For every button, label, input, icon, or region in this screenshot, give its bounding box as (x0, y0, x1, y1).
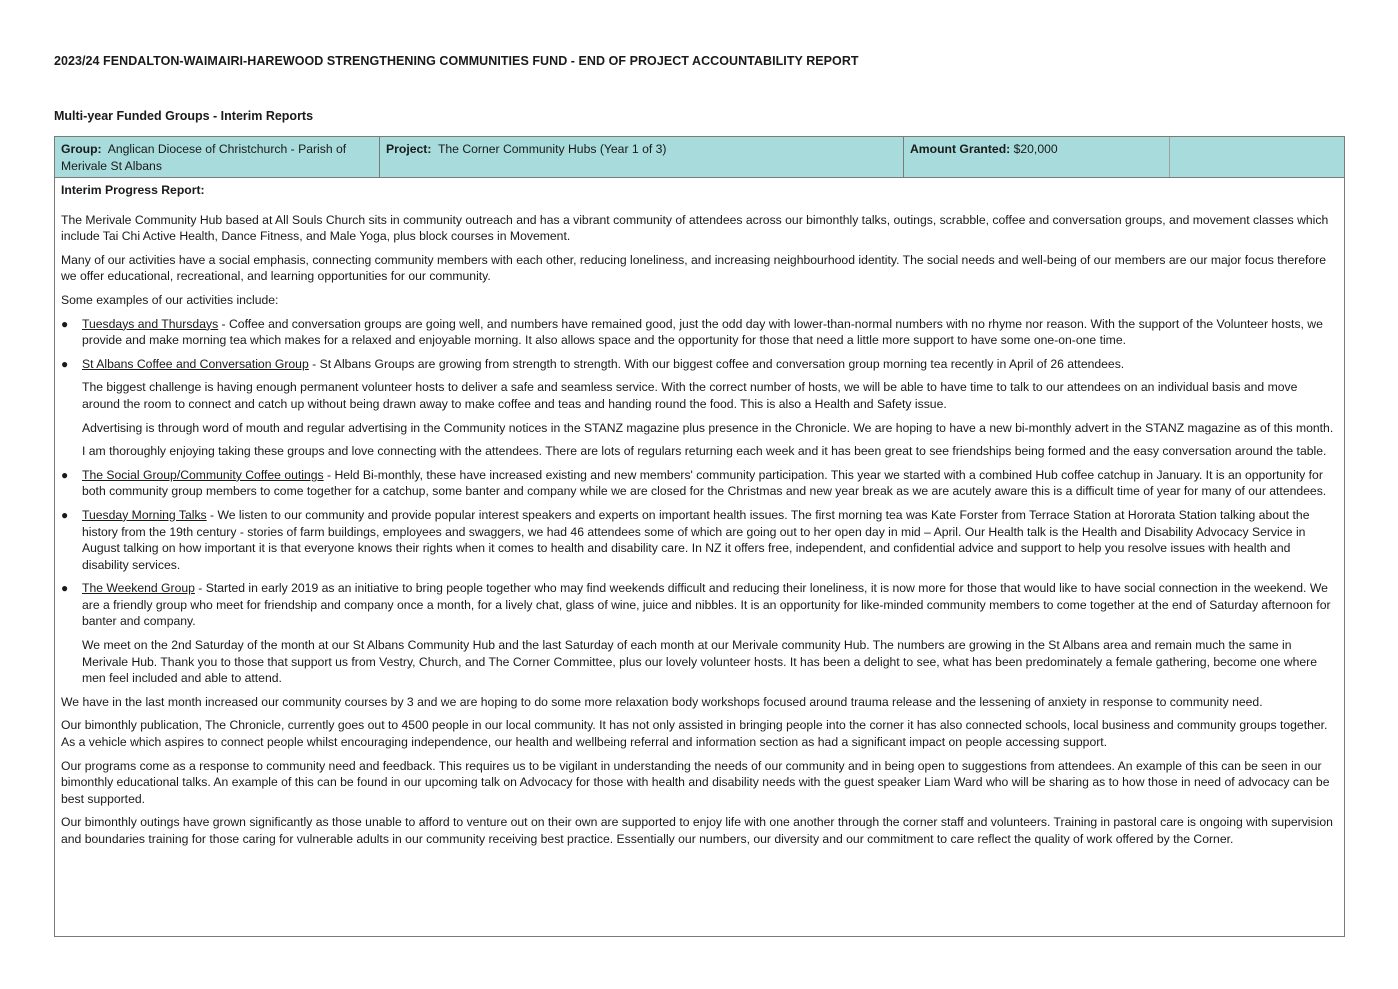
activity-detail-paragraph: Advertising is through word of mouth and regular advertising in the Community notices in the STANZ magazine plus presence in the Chronicle. We are hoping to have a new bi-monthly advert in the STANZ magazine as of this month. (82, 420, 1334, 435)
report-table (54, 136, 1345, 937)
bullet-icon: ● (61, 356, 69, 371)
activity-text: - Started in early 2019 as an initiative to bring people together who may find weekends difficult and reducing their loneliness, it is now more for those that would like to have social connection in the weekend. We are a friendly group who meet for friendship and company once a month, for a lively chat, glass of wine, juice and nibbles. It is an opportunity for like-minded community members to come together at the end of Saturday afternoon for banter and company. (82, 581, 1331, 629)
project-label: Project: (386, 142, 432, 156)
list-item (61, 467, 1336, 500)
bullet-icon: ● (61, 467, 69, 482)
bullet-icon: ● (61, 507, 69, 522)
header-row (55, 137, 1344, 178)
list-item (61, 356, 1336, 373)
closing-paragraph: Our bimonthly publication, The Chronicle, currently goes out to 4500 people in our local community. It has not only assisted in bringing people into the corner it has also connected schools, local business and community groups together. As a vehicle which aspires to connect people whilst encouraging independence, our health and wellbeing referral and information section as had a significant impact on people accessing support. (61, 718, 1328, 750)
group-value: Anglican Diocese of Christchurch - Parish of Merivale St Albans (61, 142, 347, 173)
activity-name: Tuesdays and Thursdays (82, 316, 219, 331)
activity-name: The Weekend Group (82, 581, 195, 596)
intro-paragraph: Many of our activities have a social emphasis, connecting community members with each other, reducing loneliness, and increasing neighbourhood identity. The social needs and well-being of our members are our major focus therefore we offer educational, recreational, and learning opportunities for our community. (61, 252, 1327, 284)
activity-name: The Social Group/Community Coffee outings (82, 467, 324, 482)
activity-text: - Held Bi-monthly, these have increased existing and new members' community participation. This year we started with a combined Hub coffee catchup in January. It is an opportunity for both community group members to come together for a catchup, some banter and company while we are closed for the Christmas and new year break as we are acutely aware this is a difficult time of year for many of our attendees. (82, 467, 1327, 499)
report-heading: Interim Progress Report: (61, 183, 205, 197)
activity-text: - St Albans Groups are growing from strength to strength. With our biggest coffee and conversation group morning tea recently in April of 26 attendees. (308, 356, 1125, 371)
amount-cell (904, 137, 1170, 177)
activity-detail-paragraph: I am thoroughly enjoying taking these groups and love connecting with the attendees. There are lots of regulars returning each week and it has been great to see friendships being formed and the easy conversation around the table. (82, 444, 1327, 459)
project-value: The Corner Community Hubs (Year 1 of 3) (437, 142, 667, 156)
amount-value: $20,000 (1013, 142, 1058, 156)
empty-cell (1170, 137, 1344, 177)
report-body (55, 178, 1344, 848)
list-item (61, 580, 1336, 630)
list-item (61, 507, 1336, 573)
group-label: Group: (61, 142, 102, 156)
amount-label: Amount Granted: (910, 142, 1011, 156)
section-title: Multi-year Funded Groups - Interim Reports (54, 109, 314, 123)
intro-paragraph: Some examples of our activities include: (61, 292, 279, 307)
list-item (61, 316, 1336, 349)
closing-paragraph: Our bimonthly outings have grown significantly as those unable to afford to venture out on their own are supported to enjoy life with one another through the corner staff and volunteers. Training in pastoral care is ongoing with supervision and boundaries training for those caring for vulnerable adults in our community receiving best practice. Essentially our numbers, our diversity and our commitment to care reflect the quality of work offered by the Corner. (61, 815, 1333, 846)
activity-text: - We listen to our community and provide popular interest speakers and experts on important health issues. The first morning tea was Kate Forster from Terrace Station at Hororata Station talking about the history from the 19th century - stories of farm buildings, employees and swaggers, we had 46 attendees some of which are going out to her open day in mid – April. Our Health talk is the Health and Disability Advocacy Service in August talking on how important it is that everyone knows their rights when it comes to health and disability care. In NZ it offers free, independent, and confidential advice and support to help you resolve issues with health and disability services. (82, 507, 1310, 572)
closing-paragraph: Our programs come as a response to community need and feedback. This requires us to be vigilant in understanding the needs of our community and in being open to suggestions from attendees. An example of this can be seen in our bimonthly educational talks. An example of this can be found in our upcoming talk on Advocacy for those with health and disability needs with the guest speaker Liam Ward who will be sharing as to how those in need of advocacy can be best supported. (61, 758, 1330, 806)
activity-detail-paragraph: The biggest challenge is having enough permanent volunteer hosts to deliver a safe and seamless service. With the correct number of hosts, we will be able to have time to talk to our attendees on an individual basis and move around the room to connect and catch up without being drawn away to make coffee and teas and handing round the food. This is also a Health and Safety issue. (82, 380, 1298, 411)
activities-list (61, 467, 1336, 630)
group-cell (55, 137, 380, 177)
activity-detail-paragraph: We meet on the 2nd Saturday of the month at our St Albans Community Hub and the last Saturday of each month at our Merivale community Hub. The numbers are growing in the St Albans area and remain much the same in Merivale Hub. Thank you to those that support us from Vestry, Church, and The Corner Committee, plus our lovely volunteer hosts. It has been a delight to see, what has been predominately a female gathering, become one where men feel included and able to attend. (82, 638, 1318, 686)
document-title: 2023/24 FENDALTON-WAIMAIRI-HAREWOOD STRENGTHENING COMMUNITIES FUND - END OF PROJECT ACCOUNTABILITY REPORT (54, 54, 859, 68)
activity-name: St Albans Coffee and Conversation Group (82, 356, 309, 371)
project-cell (380, 137, 904, 177)
bullet-icon: ● (61, 316, 69, 331)
intro-paragraph: The Merivale Community Hub based at All Souls Church sits in community outreach and has a vibrant community of attendees across our bimonthly talks, outings, scrabble, coffee and conversation groups, and movement classes which include Tai Chi Active Health, Dance Fitness, and Male Yoga, plus block courses in Movement. (61, 212, 1329, 244)
activity-text: - Coffee and conversation groups are going well, and numbers have remained good, just the odd day with lower-than-normal numbers with no rhyme nor reason. With the support of the Volunteer hosts, we provide and make morning tea which makes for a relaxed and enjoyable morning. It also allows space and the opportunity for those that need a little more support to have some one-on-one time. (82, 316, 1323, 348)
bullet-icon: ● (61, 581, 69, 596)
activity-name: Tuesday Morning Talks (82, 507, 207, 522)
closing-paragraph: We have in the last month increased our community courses by 3 and we are hoping to do some more relaxation body workshops focused around trauma release and the lessening of anxiety in response to community need. (61, 694, 1263, 709)
activities-list (61, 316, 1336, 373)
